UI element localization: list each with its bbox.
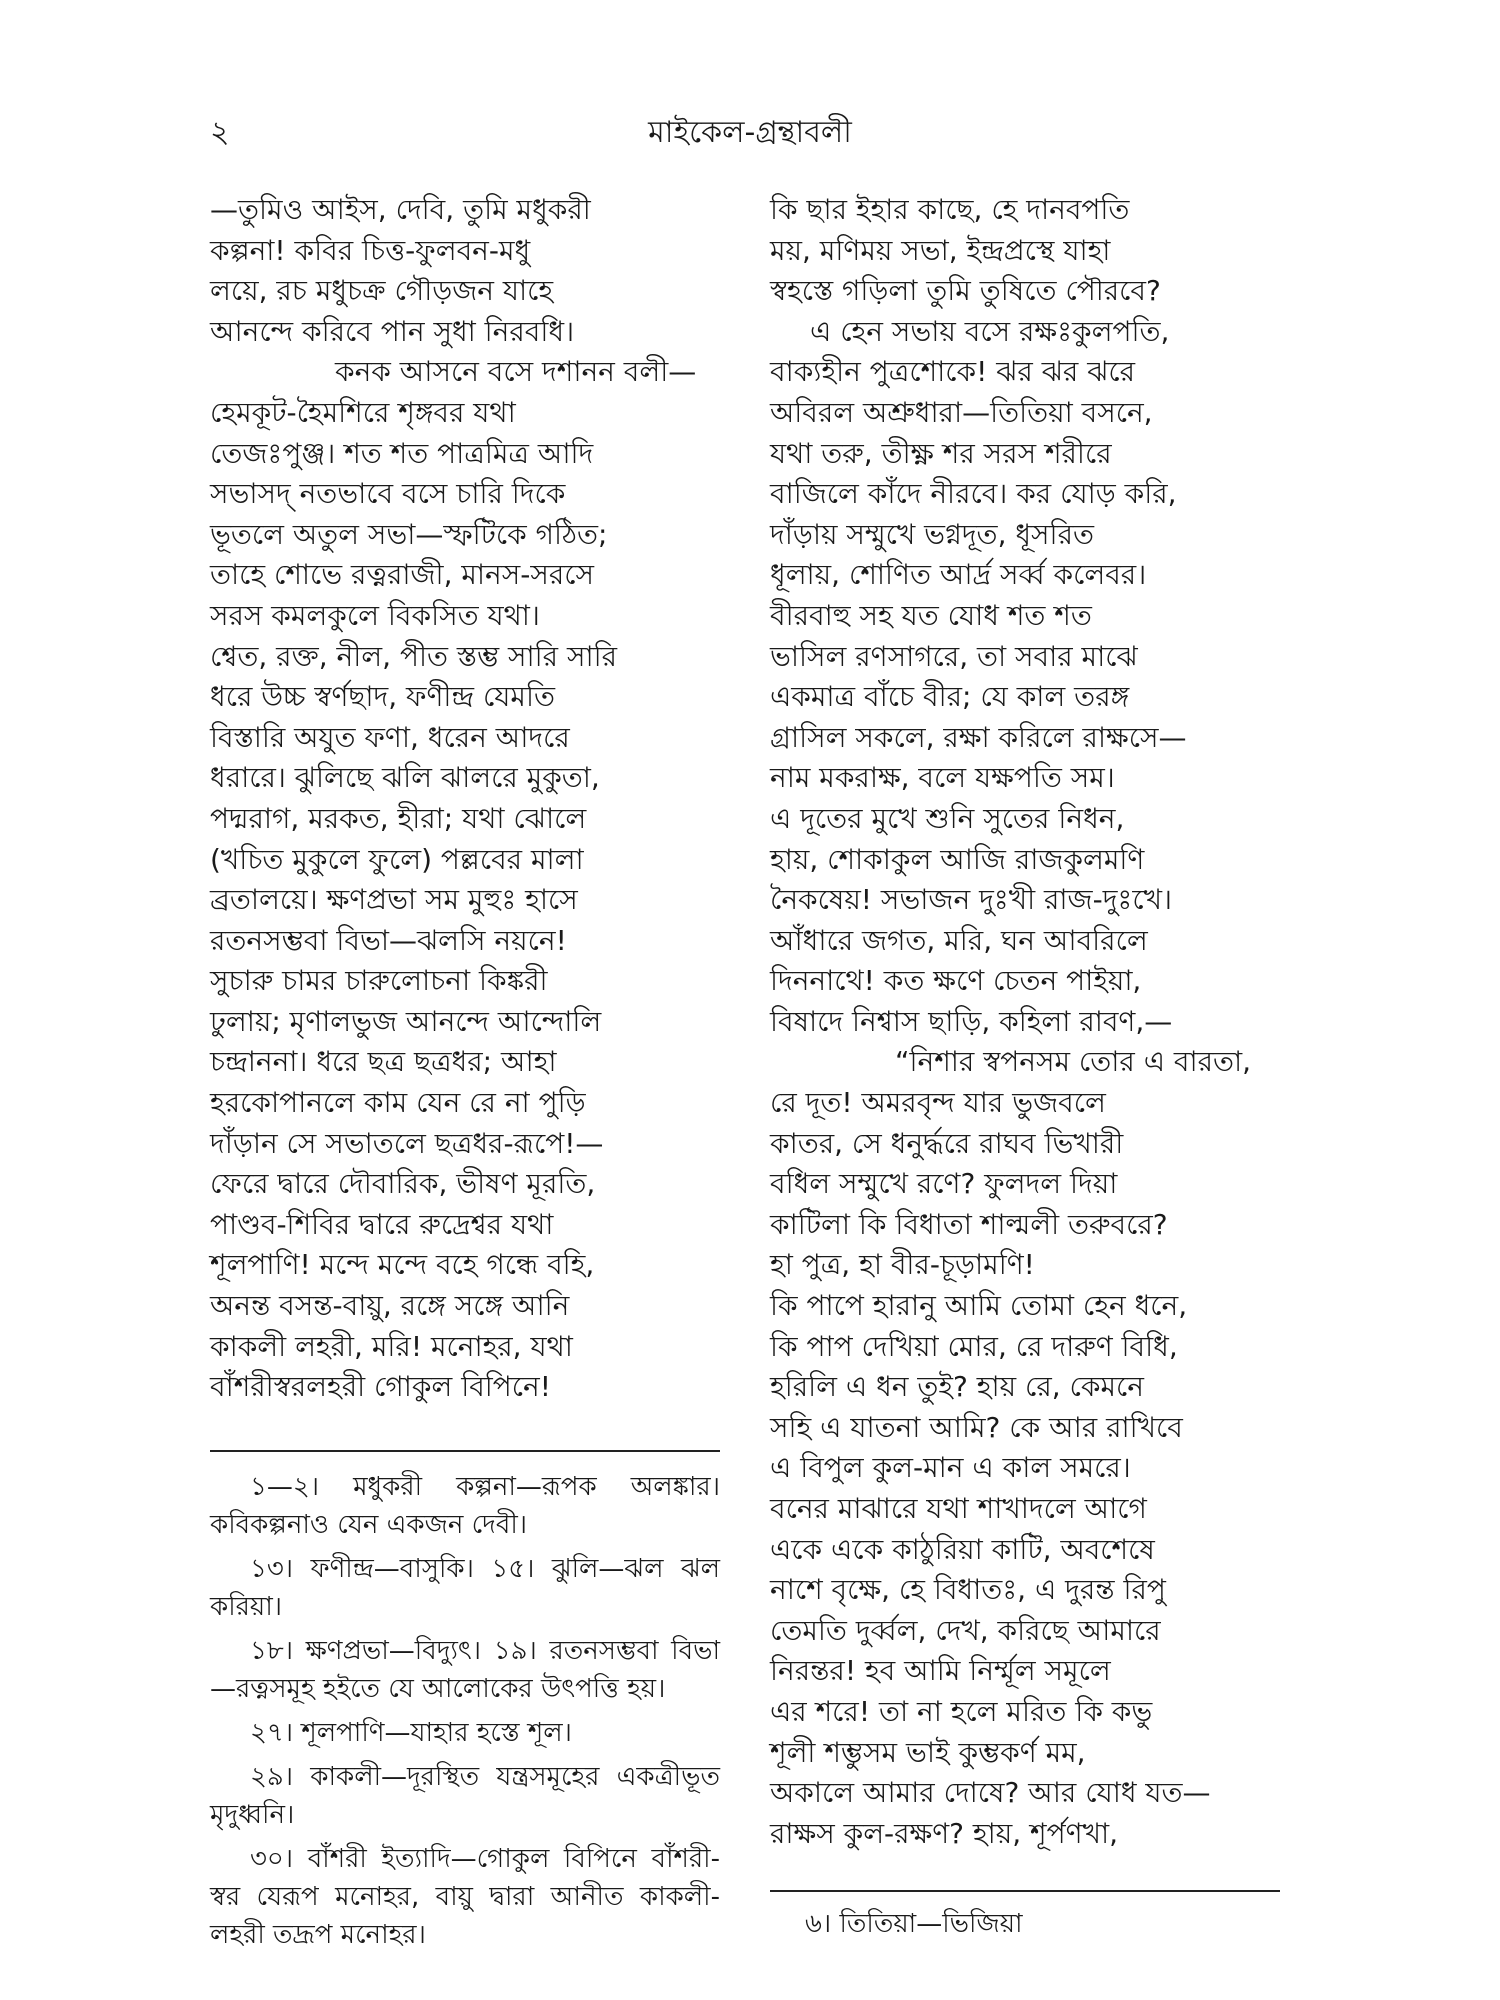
verse-line: সভাসদ্ নতভাবে বসে চারি দিকে (210, 477, 566, 511)
verse-line: —তুমিও আইস, দেবি, তুমি মধুকরী (210, 193, 591, 226)
verse-line: এর শরে! তা না হলে মরিত কি কভু (770, 1694, 1153, 1728)
footnote: ২৭। শূলপাণি—যাহার হস্তে শূল। (250, 1718, 572, 1748)
verse-line: গ্রাসিল সকলে, রক্ষা করিলে রাক্ষসে— (770, 720, 1187, 754)
verse-line: বধিল সম্মুখে রণে? ফুলদল দিয়া (770, 1167, 1118, 1201)
footnote: ২৯। কাকলী—দূরস্থিত যন্ত্রসমূহের একত্রীভূত মৃদুধ্বনি। (210, 1762, 720, 1830)
verse-line: রতনসম্ভবা বিভা—ঝলসি নয়নে! (210, 923, 567, 957)
verse-line: ফেরে দ্বারে দৌবারিক, ভীষণ মূরতি, (210, 1167, 596, 1201)
verse-line: বাক্যহীন পুত্রশোকে! ঝর ঝর ঝরে (770, 355, 1136, 389)
footnote: ১৮। ক্ষণপ্রভা—বিদ্যুৎ। ১৯। রতনসম্ভবা বিভা—রত্নসমূহ হইতে যে আলোকের উৎপত্তি হয়। (210, 1636, 720, 1704)
verse-line: বনের মাঝারে যথা শাখাদলে আগে (770, 1492, 1147, 1525)
verse-line: ধরারে। ঝুলিছে ঝলি ঝালরে মুকুতা, (210, 761, 600, 795)
footnote: ১—২। মধুকরী কল্পনা—রূপক অলঙ্কার। কবিকল্পনাও যেন একজন দেবী। (210, 1472, 720, 1540)
verse-line: হা পুত্র, হা বীর-চূড়ামণি! (770, 1248, 1035, 1282)
verse-line: আনন্দে করিবে পান সুধা নিরবধি। (210, 314, 575, 348)
verse-line: যথা তরু, তীক্ষ্ণ শর সরস শরীরে (770, 436, 1112, 470)
verse-line: সহি এ যাতনা আমি? কে আর রাখিবে (770, 1410, 1183, 1444)
verse-line: হরকোপানলে কাম যেন রে না পুড়ি (210, 1086, 586, 1120)
verse-line: শূলী শম্ভুসম ভাই কুম্ভকর্ণ মম, (770, 1735, 1086, 1769)
left-column (210, 190, 730, 1408)
verse-line: দাঁড়ান সে সভাতলে ছত্রধর-রূপে!— (210, 1126, 604, 1160)
verse-line: কাটিলা কি বিধাতা শাল্মলী তরুবরে? (770, 1207, 1168, 1241)
page-number: ২ (210, 115, 230, 150)
verse-line: এ দূতের মুখে শুনি সুতের নিধন, (770, 801, 1125, 835)
verse-line: তেমতি দুর্ব্বল, দেখ, করিছে আমারে (770, 1613, 1161, 1647)
verse-line: হেমকূট-হৈমশিরে শৃঙ্গবর যথা (210, 395, 516, 429)
verse-line: বিষাদে নিশ্বাস ছাড়ি, কহিলা রাবণ,— (770, 1004, 1173, 1038)
verse-line: ময়, মণিময় সভা, ইন্দ্রপ্রস্থে যাহা (770, 233, 1111, 267)
verse-line: দিননাথে! কত ক্ষণে চেতন পাইয়া, (770, 964, 1142, 998)
verse-line: একমাত্র বাঁচে বীর; যে কাল তরঙ্গ (770, 680, 1130, 714)
verse-line: কাতর, সে ধনুর্দ্ধরে রাঘব ভিখারী (770, 1126, 1124, 1160)
verse-line: “নিশার স্বপনসম তোর এ বারতা, (895, 1045, 1252, 1079)
left-verse-list (210, 190, 730, 1408)
verse-line: ধূলায়, শোণিত আর্দ্র সর্ব্ব কলেবর। (770, 558, 1147, 592)
verse-line: নাম মকরাক্ষ, বলে যক্ষপতি সম। (770, 761, 1115, 795)
verse-line: ভাসিল রণসাগরে, তা সবার মাঝে (770, 639, 1138, 673)
verse-line: স্বহস্তে গড়িলা তুমি তুষিতে পৌরবে? (770, 274, 1161, 308)
right-verse-list (770, 190, 1290, 1854)
footnote-divider-right (770, 1890, 1280, 1892)
verse-line: নাশে বৃক্ষে, হে বিধাতঃ, এ দুরন্ত রিপু (770, 1573, 1166, 1607)
footnote-right: ৬। তিতিয়া—ভিজিয়া (805, 1909, 1023, 1939)
verse-line: শ্বেত, রক্ত, নীল, পীত স্তম্ভ সারি সারি (210, 639, 617, 673)
verse-line: দাঁড়ায় সম্মুখে ভগ্নদূত, ধূসরিত (770, 517, 1094, 551)
verse-line: নৈকষেয়! সভাজন দুঃখী রাজ-দুঃখে। (770, 883, 1172, 917)
verse-line: চন্দ্রাননা। ধরে ছত্র ছত্রধর; আহা (210, 1045, 557, 1079)
footnote-divider-left (210, 1450, 720, 1452)
verse-line: কি পাপ দেখিয়া মোর, রে দারুণ বিধি, (770, 1329, 1178, 1363)
verse-line: শূলপাণি! মন্দে মন্দে বহে গন্ধে বহি, (210, 1248, 595, 1282)
verse-line: ধরে উচ্চ স্বর্ণছাদ, ফণীন্দ্র যেমতি (210, 680, 556, 714)
verse-line: কনক আসনে বসে দশানন বলী— (335, 355, 697, 389)
verse-line: কি পাপে হারানু আমি তোমা হেন ধনে, (770, 1289, 1188, 1323)
verse-line: এ হেন সভায় বসে রক্ষঃকুলপতি, (810, 314, 1170, 348)
footnotes-left (210, 1468, 720, 1960)
verse-line: ব্রতালয়ে। ক্ষণপ্রভা সম মুহুঃ হাসে (210, 883, 578, 917)
verse-line: আঁধারে জগত, মরি, ঘন আবরিলে (770, 923, 1148, 957)
verse-line: ঢুলায়; মৃণালভুজ আনন্দে আন্দোলি (210, 1004, 602, 1038)
running-title: মাইকেল-গ্রন্থাবলী (648, 115, 852, 150)
verse-line: একে একে কাঠুরিয়া কাটি, অবশেষে (770, 1532, 1155, 1566)
verse-line: পাণ্ডব-শিবির দ্বারে রুদ্রেশ্বর যথা (210, 1207, 554, 1241)
verse-line: কাকলী লহরী, মরি! মনোহর, যথা (210, 1329, 573, 1363)
verse-line: বিস্তারি অযুত ফণা, ধরেন আদরে (210, 720, 570, 754)
verse-line: রে দূত! অমরবৃন্দ যার ভুজবলে (770, 1086, 1106, 1120)
verse-line: বাঁশরীস্বরলহরী গোকুল বিপিনে! (210, 1370, 551, 1404)
footnote: ৩০। বাঁশরী ইত্যাদি—গোকুল বিপিনে বাঁশরী-স্বর যেরূপ মনোহর, বায়ু দ্বারা আনীত কাকলী-লহরী তদ্রূপ মনোহর। (210, 1844, 720, 1950)
verse-line: এ বিপুল কুল-মান এ কাল সমরে। (770, 1451, 1131, 1485)
verse-line: সরস কমলকুলে বিকসিত যথা। (210, 598, 540, 632)
verse-line: ভূতলে অতুল সভা—স্ফটিকে গঠিত; (210, 517, 608, 551)
verse-line: অনন্ত বসন্ত-বায়ু, রঙ্গে সঙ্গে আনি (210, 1289, 570, 1323)
verse-line: সুচারু চামর চারুলোচনা কিঙ্করী (210, 964, 548, 998)
footnote: ১৩। ফণীন্দ্র—বাসুকি। ১৫। ঝুলি—ঝল ঝল করিয়া। (210, 1554, 720, 1622)
verse-line: অকালে আমার দোষে? আর যোধ যত— (770, 1776, 1211, 1810)
verse-line: কল্পনা! কবির চিত্ত-ফুলবন-মধু (210, 233, 531, 267)
verse-line: তাহে শোভে রত্নরাজী, মানস-সরসে (210, 558, 594, 592)
verse-line: নিরন্তর! হব আমি নির্ম্মূল সমূলে (770, 1654, 1111, 1688)
verse-line: লয়ে, রচ মধুচক্র গৌড়জন যাহে (210, 274, 554, 308)
page-header (0, 108, 1500, 158)
verse-line: তেজঃপুঞ্জ। শত শত পাত্রমিত্র আদি (210, 436, 594, 470)
verse-line: হায়, শোকাকুল আজি রাজকুলমণি (770, 842, 1145, 876)
verse-line: হরিলি এ ধন তুই? হায় রে, কেমনে (770, 1370, 1144, 1404)
verse-line: পদ্মরাগ, মরকত, হীরা; যথা ঝোলে (210, 801, 587, 835)
verse-line: (খচিত মুকুলে ফুলে) পল্লবের মালা (210, 842, 584, 876)
verse-line: বীরবাহু সহ যত যোধ শত শত (770, 598, 1092, 632)
verse-line: রাক্ষস কুল-রক্ষণ? হায়, শূর্পণখা, (770, 1816, 1118, 1850)
verse-line: অবিরল অশ্রুধারা—তিতিয়া বসনে, (770, 395, 1153, 429)
verse-line: বাজিলে কাঁদে নীরবে। কর যোড় করি, (770, 477, 1177, 511)
right-column (770, 190, 1290, 1854)
verse-line: কি ছার ইহার কাছে, হে দানবপতি (770, 193, 1130, 226)
